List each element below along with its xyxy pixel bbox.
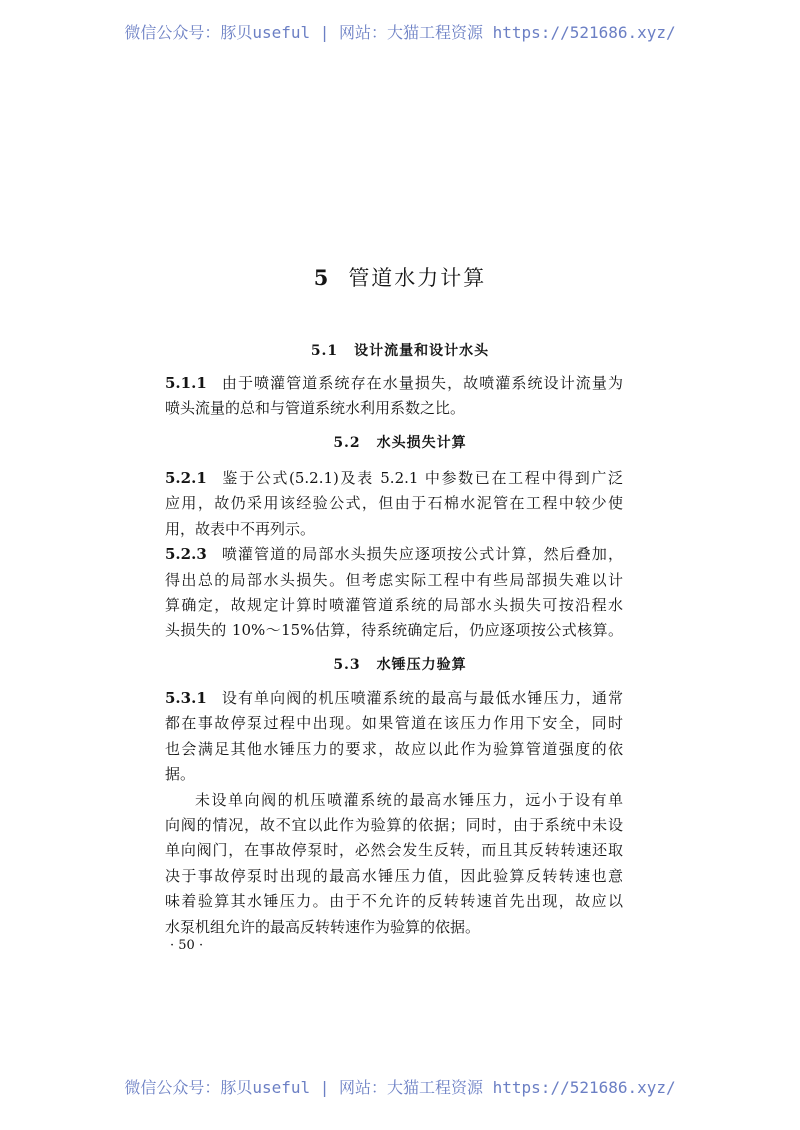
text-line: 都在事故停泵过程中出现。如果管道在该压力作用下安全，同时: [165, 714, 623, 733]
watermark-header: 微信公众号：豚贝useful | 网站：大猫工程资源 https://521686.xyz/: [124, 23, 676, 42]
chapter-title-text: 管道水力计算: [348, 266, 487, 290]
text-line: 未设单向阀的机压喷灌系统的最高水锤压力，远小于设有单: [195, 790, 623, 809]
watermark-footer: 微信公众号：豚贝useful | 网站：大猫工程资源 https://521686.xyz/: [124, 1078, 676, 1097]
text-line: 据。: [165, 765, 196, 784]
text-line: 决于事故停泵时出现的最高水锤压力值，因此验算反转转速也意: [165, 866, 623, 885]
text: 喷灌管道的局部水头损失应逐项按公式计算，然后叠加，: [220, 545, 623, 564]
text-line: 单向阀门，在事故停泵时，必然会发生反转，而且其反转转速还取: [165, 841, 623, 860]
text-line: [165, 542, 623, 567]
text-line: 味着验算其水锤压力。由于不允许的反转转速首先出现，故应以: [165, 892, 623, 911]
clause-number: 5.2.3: [165, 545, 207, 564]
section-title: 设计流量和设计水头: [354, 343, 490, 359]
clause-5-2-1: [165, 466, 623, 644]
text: 鉴于公式(5.2.1)及表 5.2.1 中参数已在工程中得到广泛: [220, 469, 623, 487]
text-line: 喷头流量的总和与管道系统水利用系数之比。: [165, 399, 466, 418]
text-line: 头损失的 10%～15%估算，待系统确定后，仍应逐项按公式核算。: [165, 621, 623, 640]
clause-number: 5.1.1: [165, 374, 207, 392]
text-line: 向阀的情况，故不宜以此作为验算的依据；同时，由于系统中未设: [165, 815, 623, 834]
text-line: [165, 686, 623, 711]
text-line: [165, 371, 623, 396]
section-title: 水锤压力验算: [376, 657, 467, 673]
text-line: 算确定，故规定计算时喷灌管道系统的局部水头损失可按沿程水: [165, 595, 623, 614]
chapter-number: 5: [313, 265, 331, 290]
section-heading-5-2: [0, 432, 800, 452]
clause-5-3-1: [165, 686, 623, 940]
text-line: 水泵机组允许的最高反转转速作为验算的依据。: [165, 917, 481, 936]
text: 由于喷灌管道系统存在水量损失，故喷灌系统设计流量为: [220, 374, 623, 392]
text: 设有单向阀的机压喷灌系统的最高与最低水锤压力，通常: [220, 689, 623, 707]
clause-5-1-1: [165, 371, 623, 422]
section-heading-5-1: [0, 340, 800, 360]
page-number: · 50 ·: [170, 938, 204, 953]
section-number: 5.1: [310, 343, 339, 359]
section-title: 水头损失计算: [376, 435, 467, 451]
section-heading-5-3: [0, 654, 800, 674]
clause-number: 5.2.1: [165, 469, 207, 487]
section-number: 5.2: [333, 435, 361, 451]
clause-number: 5.3.1: [165, 689, 207, 707]
chapter-title: [0, 262, 800, 292]
text-line: 应用，故仍采用该经验公式，但由于石棉水泥管在工程中较少使: [165, 494, 623, 513]
text-line: 用，故表中不再列示。: [165, 519, 316, 538]
text-line: [165, 466, 623, 491]
section-number: 5.3: [333, 657, 361, 673]
text-line: 得出总的局部水头损失。但考虑实际工程中有些局部损失难以计: [165, 570, 623, 589]
text-line: 也会满足其他水锤压力的要求，故应以此作为验算管道强度的依: [165, 739, 623, 758]
